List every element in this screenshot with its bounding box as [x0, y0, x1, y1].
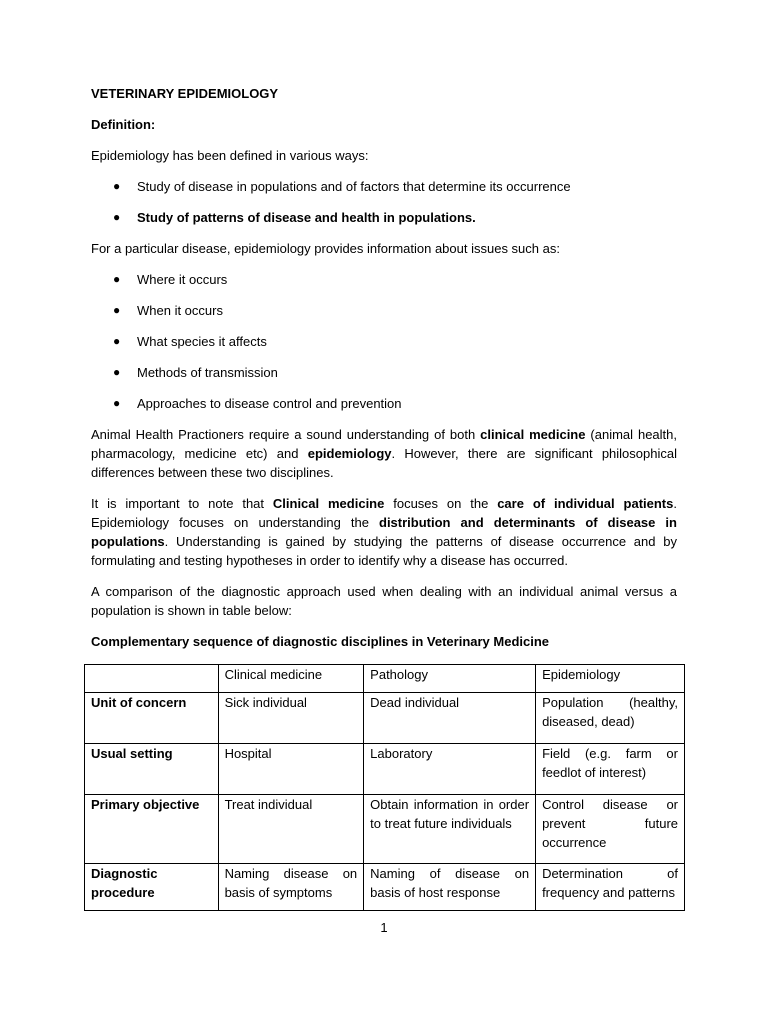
page-number: 1 — [380, 920, 388, 935]
table-cell: Determination of frequency and patterns — [536, 864, 685, 911]
list-item: ● What species it affects — [113, 334, 267, 349]
table-cell: Treat individual — [218, 795, 364, 864]
table-cell: Control disease or prevent future occurrence — [536, 795, 685, 864]
table-cell: Hospital — [218, 744, 364, 795]
list-item: ● Study of patterns of disease and health in populations. — [113, 210, 476, 225]
document-body — [91, 84, 677, 663]
table-cell: Population (healthy, diseased, dead) — [536, 693, 685, 744]
definition-heading: Definition: — [91, 117, 156, 132]
table-header-row — [85, 665, 685, 693]
list-item: ● Study of disease in populations and of factors that determine its occurrence — [113, 179, 571, 194]
table-row — [85, 864, 685, 911]
paragraph-comparison: A comparison of the diagnostic approach used when dealing with an individual animal versus a population is shown in table below: — [91, 584, 677, 618]
paragraph-clinical-vs-epi: It is important to note that Clinical medicine focuses on the care of individual patients. Epidemiology focuses on understanding the distribution and determinants of disease in populations. Understanding is gained by studying the patterns of disease occurrence and by formulating and testing hypotheses in order to identify why a disease has occurred. — [91, 496, 677, 568]
table-header-cell: Clinical medicine — [218, 665, 364, 693]
table-cell: Obtain information in order to treat future individuals — [364, 795, 536, 864]
table-caption: Complementary sequence of diagnostic disciplines in Veterinary Medicine — [91, 634, 550, 649]
info-intro: For a particular disease, epidemiology provides information about issues such as: — [91, 241, 560, 256]
row-header: Primary objective — [85, 795, 219, 864]
bullet-icon: ● — [113, 179, 121, 193]
document-title: VETERINARY EPIDEMIOLOGY — [91, 86, 279, 101]
bullet-icon: ● — [113, 303, 121, 317]
row-header: Usual setting — [85, 744, 219, 795]
comparison-table — [84, 664, 685, 911]
info-list — [91, 270, 677, 413]
row-header: Diagnostic procedure — [85, 864, 219, 911]
list-item: ● Where it occurs — [113, 272, 228, 287]
definition-intro: Epidemiology has been defined in various ways: — [91, 148, 369, 163]
table-cell: Naming disease on basis of symptoms — [218, 864, 364, 911]
table-header-cell: Pathology — [364, 665, 536, 693]
bullet-icon: ● — [113, 210, 121, 224]
table-cell: Dead individual — [364, 693, 536, 744]
table-cell: Sick individual — [218, 693, 364, 744]
bullet-icon: ● — [113, 396, 121, 410]
list-item: ● Methods of transmission — [113, 365, 278, 380]
bullet-icon: ● — [113, 272, 121, 286]
table-row — [85, 693, 685, 744]
list-item: ● Approaches to disease control and prevention — [113, 396, 402, 411]
table-header-cell: Epidemiology — [536, 665, 685, 693]
bullet-icon: ● — [113, 334, 121, 348]
table-row — [85, 744, 685, 795]
list-item: ● When it occurs — [113, 303, 223, 318]
definition-list — [91, 177, 677, 227]
table-header-cell — [85, 665, 219, 693]
row-header: Unit of concern — [85, 693, 219, 744]
table-cell: Field (e.g. farm or feedlot of interest) — [536, 744, 685, 795]
table-row — [85, 795, 685, 864]
paragraph-practitioners: Animal Health Practioners require a sound understanding of both clinical medicine (animal health, pharmacology, medicine etc) and epidemiology. However, there are significant philosophical differences between these two disciplines. — [91, 427, 678, 480]
table-cell: Naming of disease on basis of host response — [364, 864, 536, 911]
table-cell: Laboratory — [364, 744, 536, 795]
bullet-icon: ● — [113, 365, 121, 379]
